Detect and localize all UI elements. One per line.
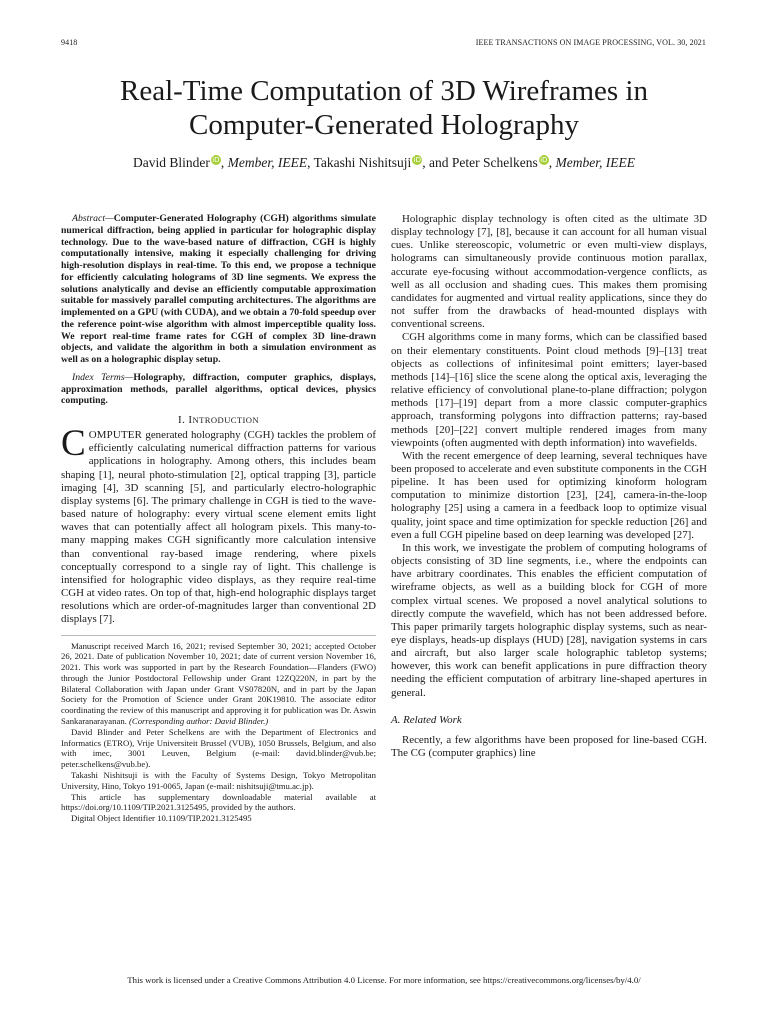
author-list (40, 155, 728, 171)
intro-caps: OMPUTER (88, 429, 143, 442)
orcid-icon[interactable]: iD (540, 156, 548, 164)
abstract (61, 213, 376, 366)
section-title-rest: NTRODUCTION (192, 415, 259, 425)
footnote-text: Manuscript received March 16, 2021; revised September 30, 2021; accepted October 26, 2021. Date of publication November 10, 2021; date of current version November 16, 2021. This work was supported in part by the Research Foundation—Flanders (FWO) through the Junior Postdoctoral Fellowship under Grant 12ZQ220N, in part by the Bilateral Collaboration with Japan under Grant VS07820N, and in part by the Japan Society for the Promotion of Science under Grant 20K19810. The associate editor coordinating the review of this manuscript and approving it for publication was Dr. Aswin Sankaranarayanan. (61, 640, 376, 727)
author-name: Takashi Nishitsuji (313, 155, 412, 170)
body-paragraph: CGH algorithms come in many forms, which can be classified based on their elementary constituents. Point cloud methods [9]–[13] treat objects as collections of infinitesimal point emitters; layer-based methods [14]–[16] slice the scene along the optical axis, leveraging the relative efficiency of convolutional plane-to-plane diffraction; polygon methods [17]–[19] depart from a more classic computer-graphics approach, transforming polygons into diffraction patterns; ray-based methods [20]–[22] convert multiple rendered images from many viewpoints (often augmented with depth information) into wavefields. (391, 331, 707, 449)
author-membership: Member, IEEE (227, 155, 308, 170)
title-line-2: Computer-Generated Holography (189, 109, 579, 141)
section-heading-introduction (61, 414, 376, 427)
body-paragraph: In this work, we investigate the problem of computing holograms of objects consisting of 3D line segments, i.e., where the endpoints can have arbitrary coordinates. This enables the efficient computation of wireframe objects, as well as a building block for CGH of more complex virtual scenes. We proposed a novel analytical solutions to directly compute the wavefield, which has not been addressed before. This paper primarily targets holographic display systems, such as near-eye displays, heads-up displays (HUD) [28], navigation systems in cars and aircraft, but also larger scale holographic tabletop systems; however, this work can benefit applications in pure diffraction theory needing the efficient computation of arbitrary line-shaped apertures in general. (391, 541, 707, 699)
footnotes (61, 635, 376, 825)
intro-paragraph (61, 423, 376, 626)
index-terms-lead: Index Terms— (72, 371, 134, 383)
drop-cap: C (61, 423, 86, 465)
intro-text: generated holography (CGH) tackles the problem of efficiently calculating numerical diffraction patterns for various applications in holography. Among others, this includes beam shaping [1], neural photo-stimulation [2], optical trapping [3], particle imaging [4], 3D scanning [5], and particularly electro-holographic display systems [6]. The primary challenge in CGH is tied to the wave-based nature of holography: every virtual scene element emits light waves that can potentially affect all hologram pixels. This many-to-many mapping makes CGH significantly more calculation intensive than conventional ray-based image rendering, where pixels conceptually correspond to a single ray of light. This challenge is intensified for holographic video displays, as they require real-time CGH at video rates. On top of that, high-end holographic displays target resolutions which are order-of-magnitudes larger than conventional 2D displays [7]. (61, 429, 376, 626)
subsection-heading-related-work: A. Related Work (391, 713, 462, 726)
orcid-icon[interactable]: iD (413, 156, 421, 164)
right-column (391, 213, 707, 760)
section-number: I. (178, 414, 189, 426)
orcid-icon[interactable]: iD (212, 156, 220, 164)
author-separator: , (307, 155, 314, 170)
body-paragraph: With the recent emergence of deep learning, several techniques have been proposed to accelerate and even substitute components in the CGH pipeline. It has been used for optimizing kinoform hologram computation to minimize distortion [23], [24], camera-in-the-loop holography [25] using a camera in a feedback loop to optimize visual quality, joint space and time optimization for speckle reduction [26] and even a full CGH pipeline based on deep learning was developed [27]. (391, 449, 707, 541)
author-membership: Member, IEEE (555, 155, 635, 170)
abstract-lead: Abstract— (72, 213, 114, 224)
author-separator: , (220, 155, 228, 170)
author-separator: , (548, 155, 556, 170)
author-name: , and Peter Schelkens (422, 155, 538, 170)
left-column (61, 213, 376, 824)
footnote-doi: Digital Object Identifier 10.1109/TIP.2021.3125495 (71, 813, 252, 824)
index-terms-text: Holography, diffraction, computer graphics, displays, approximation methods, parallel algorithms, optical devices, physics computing. (61, 371, 376, 407)
index-terms (61, 372, 376, 407)
journal-name: IEEE TRANSACTIONS ON IMAGE PROCESSING, VOL. 30, 2021 (475, 38, 706, 47)
footnote-supplementary: This article has supplementary downloadable material available at https://doi.org/10.1109/TIP.2021.3125495, provided by the authors. (61, 791, 376, 813)
paper-title (40, 74, 728, 142)
footnote-affiliation-2: Takashi Nishitsuji is with the Faculty of Systems Design, Tokyo Metropolitan University, Hino, Tokyo 191-0065, Japan (e-mail: nishitsuji@tmu.ac.jp). (61, 770, 376, 791)
title-line-1: Real-Time Computation of 3D Wireframes in (119, 75, 648, 107)
body-paragraph: Recently, a few algorithms have been proposed for line-based CGH. The CG (computer graphics) line (391, 733, 707, 760)
section-title-cap: I (188, 414, 193, 426)
running-header (61, 38, 706, 50)
footnote-affiliation-1: David Blinder and Peter Schelkens are with the Department of Electronics and Informatics (ETRO), Vrije Universiteit Brussel (VUB), 1050 Brussels, Belgium, and also with imec, 3001 Leuven, Belgium (e-mail: david.blinder@vub.be; peter.schelkens@vub.be). (61, 726, 376, 770)
abstract-text: Computer-Generated Holography (CGH) algorithms simulate numerical diffraction, being applied in particular for holographic display technology. Due to the wave-based nature of diffraction, CGH is highly computationally intensive, making it especially challenging for driving high-resolution displays in real-time. To this end, we propose a technique for efficiently calculating holograms of 3D line segments. We express the solutions analytically and devise an efficiently computable approximation suitable for massively parallel computing architectures. The algorithms are implemented on a GPU (with CUDA), and we obtain a 70-fold speedup over the reference point-wise algorithm with almost imperceptible quality loss. We report real-time frame rates for CGH of complex 3D line-drawn objects, and validate the algorithm in both a simulation environment as well as on a holographic display setup. (61, 213, 376, 365)
author-name: David Blinder (132, 155, 210, 170)
footnote-manuscript (61, 641, 376, 727)
page-number: 9418 (61, 38, 78, 47)
license-notice: This work is licensed under a Creative Commons Attribution 4.0 License. For more information, see https://creativecommons.org/licenses/by/4.0/ (127, 975, 641, 985)
body-paragraph: Holographic display technology is often cited as the ultimate 3D display technology [7], [8], because it can account for all human visual cues. Unlike stereoscopic, volumetric or even multi-view displays, holograms can simultaneously provide continuous motion parallax, accurate eye-focusing without accommodation-vergence conflicts, as well as all occlusion and shading cues. This makes them promising candidates for augmented and virtual reality applications, since they do not suffer from the drawbacks of head-mounted displays with conventional screens. (391, 213, 707, 331)
corresponding-author: (Corresponding author: David Blinder.) (129, 716, 269, 727)
